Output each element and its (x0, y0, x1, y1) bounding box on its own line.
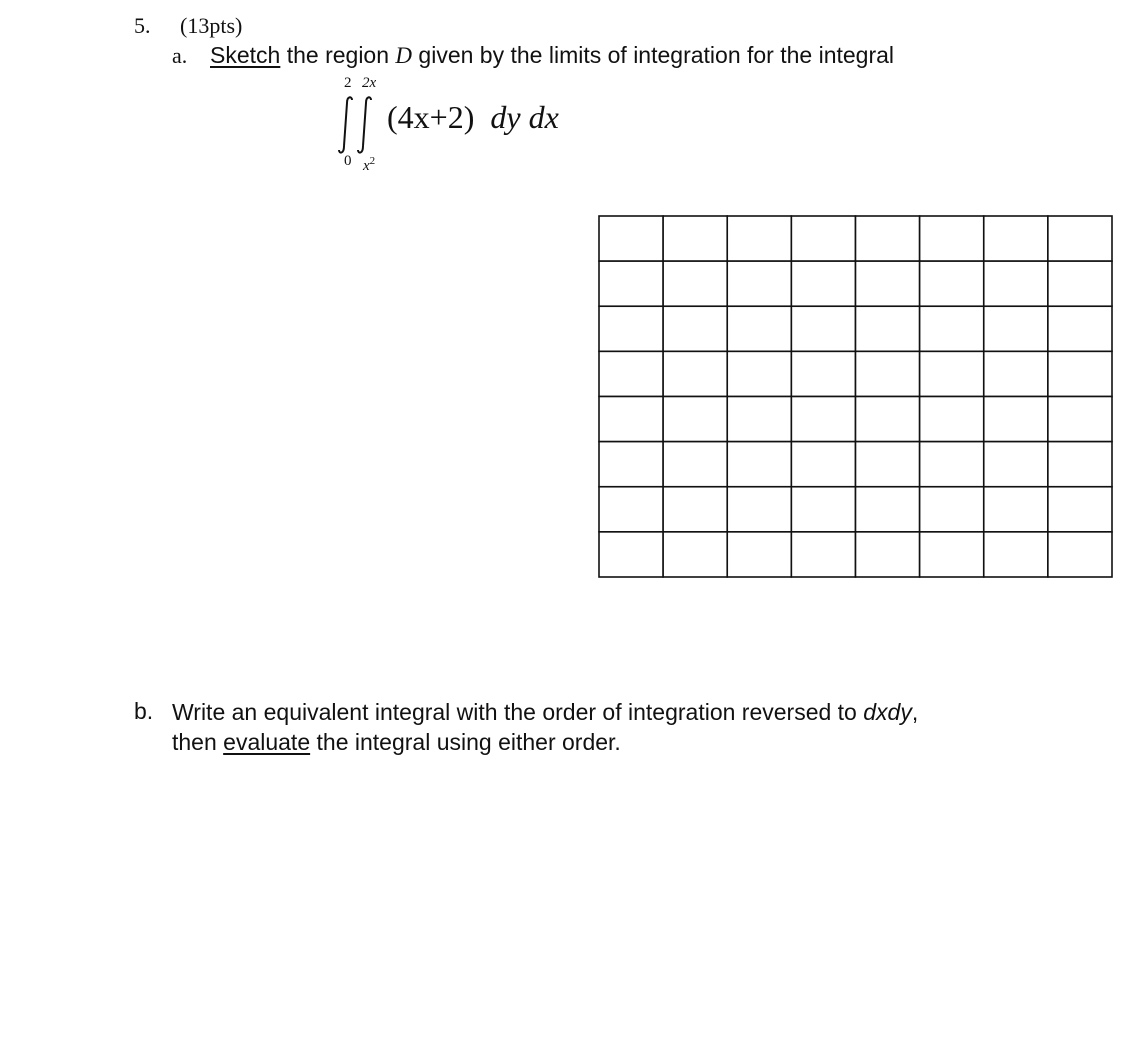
grid-cell[interactable] (856, 532, 920, 577)
inner-lower-limit: $x^2$ (363, 155, 376, 174)
grid-cell[interactable] (663, 397, 727, 442)
grid-cell[interactable] (984, 532, 1048, 577)
grid-cell[interactable] (599, 261, 663, 306)
part-b-instruction (172, 697, 918, 757)
grid-cell[interactable] (791, 442, 855, 487)
inner-upper-limit: 2x (362, 75, 377, 91)
grid-cell[interactable] (920, 216, 984, 261)
grid-cell[interactable] (1048, 351, 1112, 396)
grid-cell[interactable] (599, 442, 663, 487)
outer-lower-limit: 0 (344, 153, 352, 169)
grid-cell[interactable] (663, 442, 727, 487)
grid-cell[interactable] (791, 532, 855, 577)
grid-cell[interactable] (1048, 397, 1112, 442)
part-a-instruction (210, 41, 894, 70)
grid-cell[interactable] (599, 306, 663, 351)
grid-cell[interactable] (727, 351, 791, 396)
part-b-line-1: Write an equivalent integral with the order of integration reversed to dxdy, (172, 699, 919, 725)
integrand-expression: (4x+2) (387, 99, 475, 135)
grid-cell[interactable] (920, 487, 984, 532)
grid-cell[interactable] (984, 397, 1048, 442)
grid-cell[interactable] (1048, 216, 1112, 261)
grid-cell[interactable] (599, 487, 663, 532)
grid-cell[interactable] (984, 306, 1048, 351)
grid-cell[interactable] (791, 306, 855, 351)
grid-cell[interactable] (856, 487, 920, 532)
integrand (387, 97, 559, 137)
integral-signs (330, 70, 390, 180)
differentials: dy dx (490, 99, 559, 135)
grid-cell[interactable] (856, 442, 920, 487)
problem-points: (13pts) (180, 13, 243, 38)
grid-cell[interactable] (984, 216, 1048, 261)
grid-cell[interactable] (663, 306, 727, 351)
grid-cell[interactable] (920, 532, 984, 577)
grid-cell[interactable] (856, 261, 920, 306)
grid-cell[interactable] (920, 306, 984, 351)
part-a-text-1: the region (280, 42, 396, 68)
grid-cell[interactable] (599, 532, 663, 577)
grid-cell[interactable] (791, 261, 855, 306)
grid-cell[interactable] (1048, 306, 1112, 351)
grid-cell[interactable] (856, 397, 920, 442)
part-a-marker: a. (172, 43, 188, 68)
grid-cell[interactable] (920, 442, 984, 487)
grid-cell[interactable] (663, 351, 727, 396)
grid-cell[interactable] (663, 216, 727, 261)
sketch-verb: Sketch (210, 42, 281, 68)
grid-cell[interactable] (791, 397, 855, 442)
grid-cell[interactable] (1048, 442, 1112, 487)
grid-cell[interactable] (791, 351, 855, 396)
grid-cell[interactable] (920, 261, 984, 306)
grid-cell[interactable] (856, 351, 920, 396)
graph-grid[interactable] (598, 215, 1113, 578)
grid-cell[interactable] (727, 216, 791, 261)
grid-cell[interactable] (984, 487, 1048, 532)
problem-number: 5. (134, 13, 151, 38)
part-b-marker: b. (134, 698, 154, 724)
part-a-text-2: given by the limits of integration for the integral (412, 42, 895, 68)
grid-cell[interactable] (1048, 261, 1112, 306)
grid-cell[interactable] (727, 532, 791, 577)
grid-cell[interactable] (727, 442, 791, 487)
grid-cell[interactable] (920, 351, 984, 396)
part-b-line-2: then evaluate the integral using either order. (172, 729, 621, 755)
grid-cell[interactable] (663, 487, 727, 532)
grid-cell[interactable] (727, 306, 791, 351)
grid-cell[interactable] (727, 261, 791, 306)
grid-cell[interactable] (791, 216, 855, 261)
grid-cell[interactable] (663, 261, 727, 306)
grid-cell[interactable] (856, 306, 920, 351)
double-integral (330, 70, 600, 180)
grid-cell[interactable] (984, 351, 1048, 396)
grid-cell[interactable] (920, 397, 984, 442)
grid-cell[interactable] (663, 532, 727, 577)
grid-cell[interactable] (727, 487, 791, 532)
grid-cell[interactable] (599, 351, 663, 396)
grid-cell[interactable] (856, 216, 920, 261)
evaluate-verb: evaluate (223, 729, 311, 755)
grid-cell[interactable] (599, 216, 663, 261)
grid-cell[interactable] (791, 487, 855, 532)
grid-cell[interactable] (984, 442, 1048, 487)
region-symbol: D (395, 43, 413, 68)
grid-cell[interactable] (1048, 487, 1112, 532)
outer-upper-limit: 2 (344, 75, 352, 91)
grid-cell[interactable] (727, 397, 791, 442)
grid-cell[interactable] (984, 261, 1048, 306)
grid-cell[interactable] (1048, 532, 1112, 577)
order-dxdy: dxdy (863, 699, 912, 725)
grid-cell[interactable] (599, 397, 663, 442)
